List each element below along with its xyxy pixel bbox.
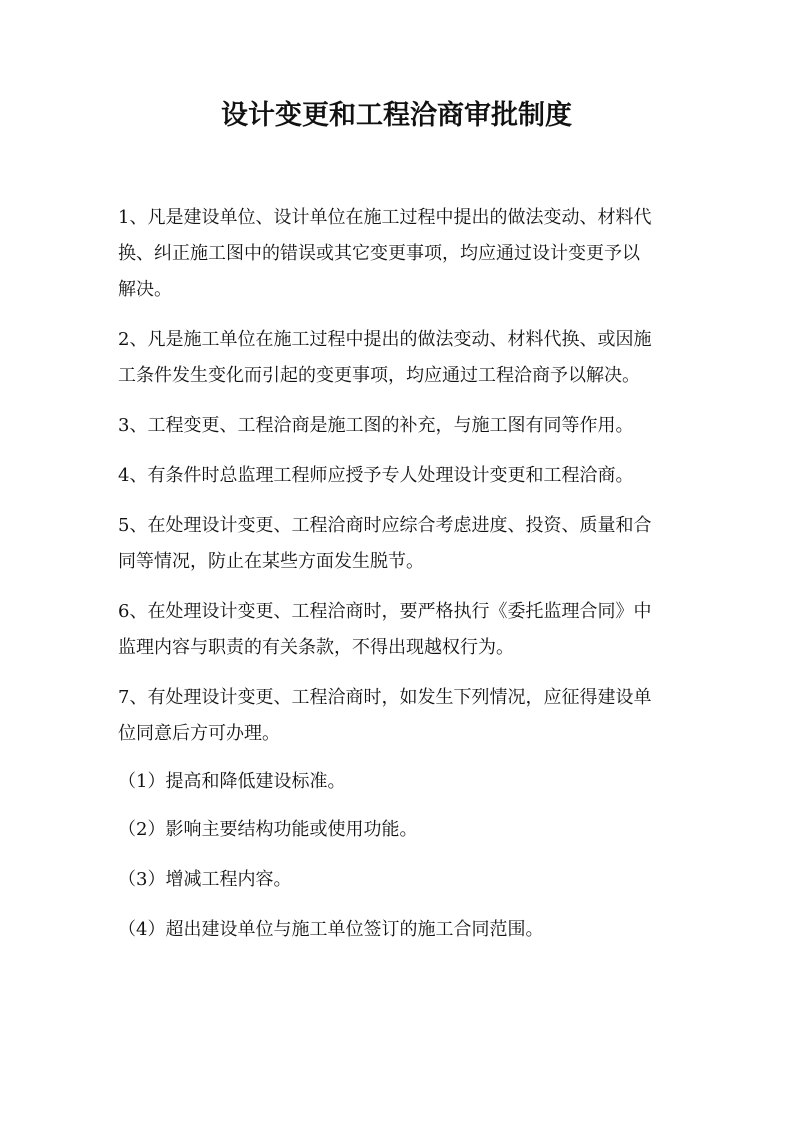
paragraph-line: 2、凡是施工单位在施工过程中提出的做法变动、材料代换、或因施 xyxy=(118,329,652,350)
paragraph-line: 1、凡是建设单位、设计单位在施工过程中提出的做法变动、材料代 xyxy=(118,207,652,228)
paragraph-line: 4、有条件时总监理工程师应授予专人处理设计变更和工程洽商。 xyxy=(118,465,634,486)
paragraph-line: 监理内容与职责的有关条款，不得出现越权行为。 xyxy=(118,637,514,658)
sub-item-1 xyxy=(118,764,688,800)
sub-item-3 xyxy=(118,862,688,898)
sub-item-text: （3）增减工程内容。 xyxy=(118,869,292,890)
paragraph-7 xyxy=(118,680,688,752)
paragraph-line: 换、纠正施工图中的错误或其它变更事项，均应通过设计变更予以 xyxy=(118,243,640,264)
paragraph-6 xyxy=(118,594,688,666)
paragraph-line: 6、在处理设计变更、工程洽商时，要严格执行《委托监理合同》中 xyxy=(118,601,652,622)
sub-item-text: （1）提高和降低建设标准。 xyxy=(118,771,346,792)
sub-item-4 xyxy=(118,912,688,948)
paragraph-line: 解决。 xyxy=(118,279,172,300)
paragraph-line: 位同意后方可办理。 xyxy=(118,723,280,744)
paragraph-2 xyxy=(118,322,688,394)
paragraph-5 xyxy=(118,508,688,580)
sub-item-2 xyxy=(118,812,688,848)
document-title: 设计变更和工程洽商审批制度 xyxy=(221,100,572,131)
paragraph-line: 工条件发生变化而引起的变更事项，均应通过工程洽商予以解决。 xyxy=(118,365,640,386)
paragraph-line: 同等情况，防止在某些方面发生脱节。 xyxy=(118,551,424,572)
sub-item-text: （4）超出建设单位与施工单位签订的施工合同范围。 xyxy=(118,919,544,940)
paragraph-line: 3、工程变更、工程洽商是施工图的补充，与施工图有同等作用。 xyxy=(118,415,634,436)
paragraph-line: 7、有处理设计变更、工程洽商时，如发生下列情况，应征得建设单 xyxy=(118,687,652,708)
sub-item-text: （2）影响主要结构功能或使用功能。 xyxy=(118,819,418,840)
paragraph-3 xyxy=(118,408,688,444)
paragraph-4 xyxy=(118,458,688,494)
paragraph-1 xyxy=(118,200,688,308)
paragraph-line: 5、在处理设计变更、工程洽商时应综合考虑进度、投资、质量和合 xyxy=(118,515,652,536)
